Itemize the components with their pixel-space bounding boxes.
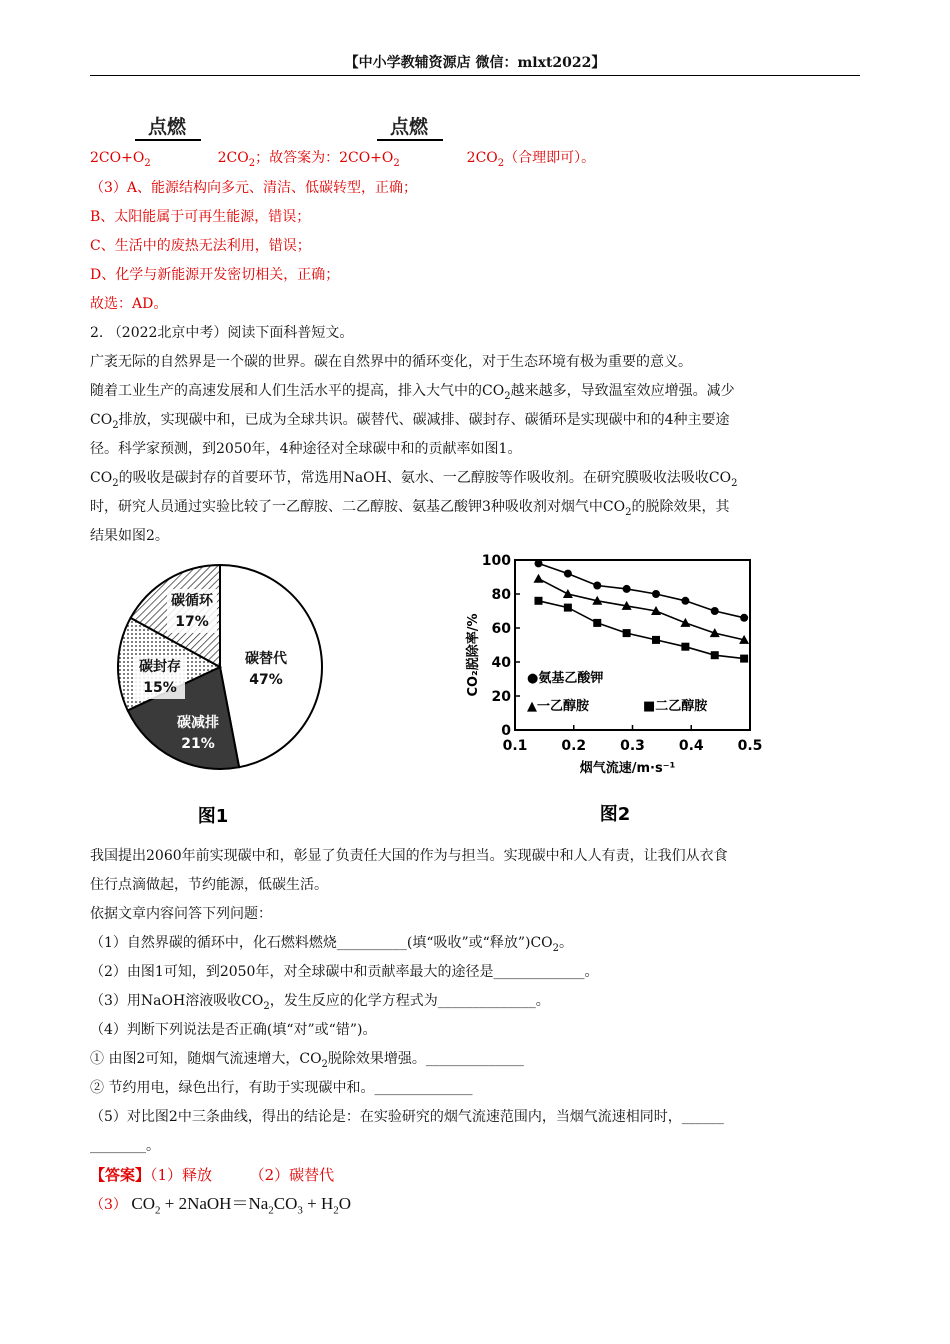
paragraph-4: 径。科学家预测，到2050年，4种途径对全球碳中和的贡献率如图1。 [90,441,522,457]
sub-question-2: （2）由图1可知，到2050年，对全球碳中和贡献率最大的途径是_____________。 [90,964,599,980]
series-2-point-2 [593,619,601,627]
answer-line-1: 【答案】（1）释放 （2）碳替代 [90,1166,335,1184]
page-header: 【中小学教辅资源店 微信：mlxt2022】 [344,55,606,71]
paragraph-9: 住行点滴做起，节约能源，低碳生活。 [90,877,328,893]
legend-entry-0: ●氨基乙酸钾 [527,671,604,686]
series-1-point-1 [563,589,573,598]
series-1-point-5 [680,618,690,627]
y-tick-label-5: 100 [481,553,511,569]
series-2-point-4 [652,636,660,644]
sub-question-4-2: ② 节约用电，绿色出行，有助于实现碳中和。______________ [90,1080,473,1096]
series-0-point-0 [535,559,543,567]
answer-line-3d: D、化学与新能源开发密切相关，正确； [90,267,340,283]
legend-entry-2: ■二乙醇胺 [643,699,708,714]
ignite-label-1: 点燃 [148,116,187,138]
question-title: 2. （2022北京中考）阅读下面科普短文。 [90,325,354,341]
paragraph-1: 广袤无际的自然界是一个碳的世界。碳在自然界中的循环变化，对于生态环境有极为重要的意义。 [90,354,692,370]
series-2-point-0 [535,597,543,605]
answer-line-3b: B、太阳能属于可再生能源，错误； [90,209,311,225]
series-0-point-1 [564,570,572,578]
figure-1-caption: 图1 [197,806,229,827]
x-tick-label-0: 0.1 [502,738,528,754]
series-2-point-3 [623,629,631,637]
header-divider [90,75,860,76]
paragraph-2: 随着工业生产的高速发展和人们生活水平的提高，排入大气中的$CO_2$越来越多，导致温室效应增强。减少 [90,383,735,402]
pie-value-3: 17% [175,614,209,630]
y-tick-label-0: 0 [501,723,511,739]
ignite-line-2 [377,139,443,141]
x-tick-label-2: 0.3 [620,738,645,754]
pie-label-2: 碳封存 [139,659,181,675]
pie-value-1: 21% [181,736,215,752]
pie-value-0: 47% [249,672,283,688]
sub-question-5: （5）对比图2中三条曲线，得出的结论是：在实验研究的烟气流速范围内，当烟气流速相同时，______ [90,1109,724,1125]
sub-question-3: （3）用NaOH溶液吸收$CO_2$，发生反应的化学方程式为______________。 [90,993,550,1012]
ignite-line-1 [135,139,201,141]
equation-line: $2CO+O_2$ $2CO_2$；故答案为：$2CO+O_2$ $2CO_2$（合理即可）。 [90,150,596,169]
sub-question-1: （1）自然界碳的循环中，化石燃料燃烧__________(填“吸收”或“释放$”)CO_2$。 [90,935,574,954]
pie-label-3: 碳循环 [171,593,213,609]
series-0-point-3 [623,585,631,593]
answer-line-3a: （3）A、能源结构向多元、清洁、低碳转型，正确； [90,180,418,196]
x-axis-label: 烟气流速/m·s⁻¹ [579,761,676,776]
answer-line-3e: 故选：AD。 [90,296,168,312]
series-2-point-7 [740,655,748,663]
paragraph-8: 我国提出2060年前实现碳中和，彰显了负责任大国的作为与担当。实现碳中和人人有责，让我们从衣食 [90,848,728,864]
paragraph-5: $CO_2$的吸收是碳封存的首要环节，常选用NaOH、氨水、一乙醇胺等作吸收剂。在研究膜吸收法吸收$CO_2$ [90,470,738,489]
sub-question-4: （4）判断下列说法是否正确(填“对”或“错”)。 [90,1022,377,1038]
series-0-point-5 [681,597,689,605]
y-tick-label-1: 20 [491,689,511,705]
series-0-point-6 [711,607,719,615]
y-tick-label-2: 40 [491,655,511,671]
figure-2-line-chart [455,545,775,830]
paragraph-3: $CO_2$排放，实现碳中和，已成为全球共识。碳替代、碳减排、碳封存、碳循环是实现碳中和的4种主要途 [90,412,730,431]
pie-label-1: 碳减排 [177,715,219,731]
figure-1-pie-chart [110,560,340,835]
y-axis-label: CO₂脱除率/% [466,613,481,697]
answer-label: 【答案】 [90,1166,151,1184]
x-tick-label-3: 0.4 [678,738,704,754]
pie-label-0: 碳替代 [245,651,287,667]
instruction: 依据文章内容问答下列问题： [90,906,272,922]
series-2-point-5 [681,643,689,651]
x-tick-label-1: 0.2 [561,738,587,754]
paragraph-7: 结果如图2。 [90,528,169,544]
paragraph-6: 时，研究人员通过实验比较了一乙醇胺、二乙醇胺、氨基乙酸钾3种吸收剂对烟气中$CO_2$的脱除效果，其 [90,499,730,518]
answer-line-3c: C、生活中的废热无法利用，错误； [90,238,311,254]
pie-value-2: 15% [143,680,177,696]
answer-line-2: （3） $CO_2$ + $2NaOH=Na_2CO_3 + H_2O$ [90,1194,352,1217]
series-0-point-2 [593,582,601,590]
series-0-point-7 [740,614,748,622]
chemical-equation: $CO_2$ + $2NaOH=Na_2CO_3 + H_2O$ [131,1194,352,1217]
figure-2-caption: 图2 [599,804,631,825]
sub-question-5-cont: ________。 [90,1138,160,1154]
legend-entry-1: ▲一乙醇胺 [527,699,589,714]
ignite-label-2: 点燃 [390,116,429,138]
series-2-point-1 [564,604,572,612]
series-0-point-4 [652,590,660,598]
y-tick-label-3: 60 [491,621,511,637]
series-2-point-6 [711,651,719,659]
x-tick-label-4: 0.5 [737,738,763,754]
y-tick-label-4: 80 [491,587,511,603]
series-1-point-0 [534,574,544,583]
sub-question-4-1: ① 由图2可知，随烟气流速增大，$CO_2$脱除效果增强。______________ [90,1051,524,1070]
